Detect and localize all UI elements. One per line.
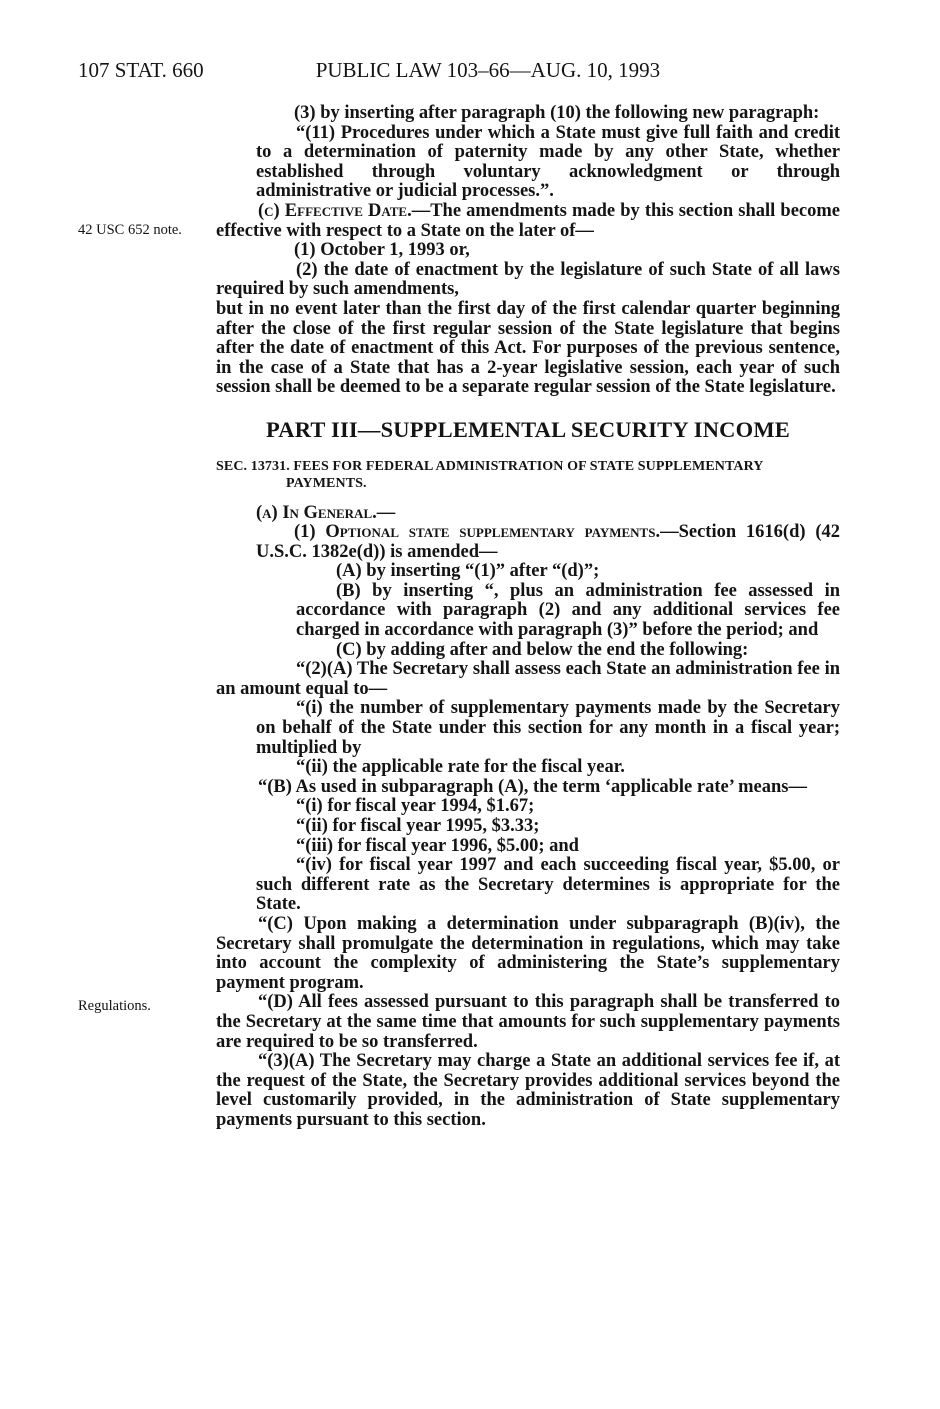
quoted-2A: “(2)(A) The Secretary shall assess each State an administration fee in an amount equal to— [216, 659, 840, 699]
rate-1996: “(iii) for fiscal year 1996, $5.00; and [296, 835, 579, 856]
public-law-title: PUBLIC LAW 103–66—AUG. 10, 1993 [315, 58, 661, 82]
quoted-D: “(D) All fees assessed pursuant to this paragraph shall be transferred to the Secretary at the same time that amounts for such supplementary payments are required to be so transferred. [216, 992, 840, 1052]
paragraph-11-quote: “(11) Procedures under which a State must give full faith and credit to a determination of paternity made by any other State, whether established through voluntary acknowledgment or through administrative or judicial processes.”. [256, 122, 840, 202]
rate-1995: “(ii) for fiscal year 1995, $3.33; [296, 816, 540, 836]
quoted-3A: “(3)(A) The Secretary may charge a State an additional services fee if, at the request of the State, the Secretary provides additional services beyond the level customarily provided, in the administration of State supplementary payments pursuant to this section. [216, 1051, 840, 1130]
stat-page-reference: 107 STAT. 660 [78, 58, 204, 82]
subsection-c [216, 202, 840, 241]
page-header [78, 58, 840, 83]
quoted-C: “(C) Upon making a determination under subparagraph (B)(iv), the Secretary shall promulgate the determination in regulations, which may take into account the complexity of administering the State’s supplementary payment program. [216, 913, 840, 993]
section-heading: SEC. 13731. FEES FOR FEDERAL ADMINISTRATION OF STATE SUPPLEMENTARY PAYMENTS. [216, 458, 763, 491]
margin-note-usc: 42 USC 652 note. [78, 222, 182, 238]
subsection-c-heading: (c) Effective Date. [258, 200, 412, 221]
margin-note-regulations: Regulations. [78, 998, 151, 1014]
part-heading: PART III—SUPPLEMENTAL SECURITY INCOME [266, 416, 790, 442]
rate-1994: “(i) for fiscal year 1994, $1.67; [296, 796, 535, 817]
quoted-i: “(i) the number of supplementary payments made by the Secretary on behalf of the State under this section for any month in a fiscal year; multiplied by [256, 698, 840, 758]
clause-C: (C) by adding after and below the end the following: [336, 639, 749, 660]
rate-1997: “(iv) for fiscal year 1997 and each succeeding fiscal year, $5.00, or such different rate as the Secretary determines is appropriate for the State. [256, 855, 840, 915]
document-body [216, 104, 840, 1131]
clause-B: (B) by inserting “, plus an administration fee assessed in accordance with paragraph (2) and any additional services fee charged in accordance with paragraph (3)” before the period; and [296, 580, 840, 641]
subsection-a-label: (a) In General.— [256, 502, 396, 523]
quoted-B: “(B) As used in subparagraph (A), the term ‘applicable rate’ means— [258, 776, 807, 797]
paragraph-a1-text: —Section 1616(d) (42 U.S.C. 1382e(d)) is amended— [256, 522, 840, 562]
subsection-c-item-1: (1) October 1, 1993 or, [294, 240, 470, 261]
paragraph-a1-heading: (1) Optional state supplementary payments. [294, 522, 661, 543]
paragraph-a1 [216, 523, 840, 562]
clause-A: (A) by inserting “(1)” after “(d)”; [336, 561, 600, 582]
paragraph-3: (3) by inserting after paragraph (10) the following new paragraph: [294, 103, 820, 123]
subsection-c-text: —The amendments made by this section shall become effective with respect to a State on the later of— [216, 200, 840, 241]
subsection-c-remainder: but in no event later than the first day of the first calendar quarter beginning after the close of the first regular session of the State legislature that begins after the date of enactment of this Act. For purposes of the previous sentence, in the case of a State that has a 2-year legislative session, each year of such session shall be deemed to be a separate regular session of the State legislature. [216, 298, 840, 398]
subsection-a-heading [216, 504, 840, 524]
subsection-c-item-2: (2) the date of enactment by the legislature of such State of all laws required by such amendments, [216, 259, 840, 300]
quoted-ii: “(ii) the applicable rate for the fiscal year. [296, 757, 625, 778]
